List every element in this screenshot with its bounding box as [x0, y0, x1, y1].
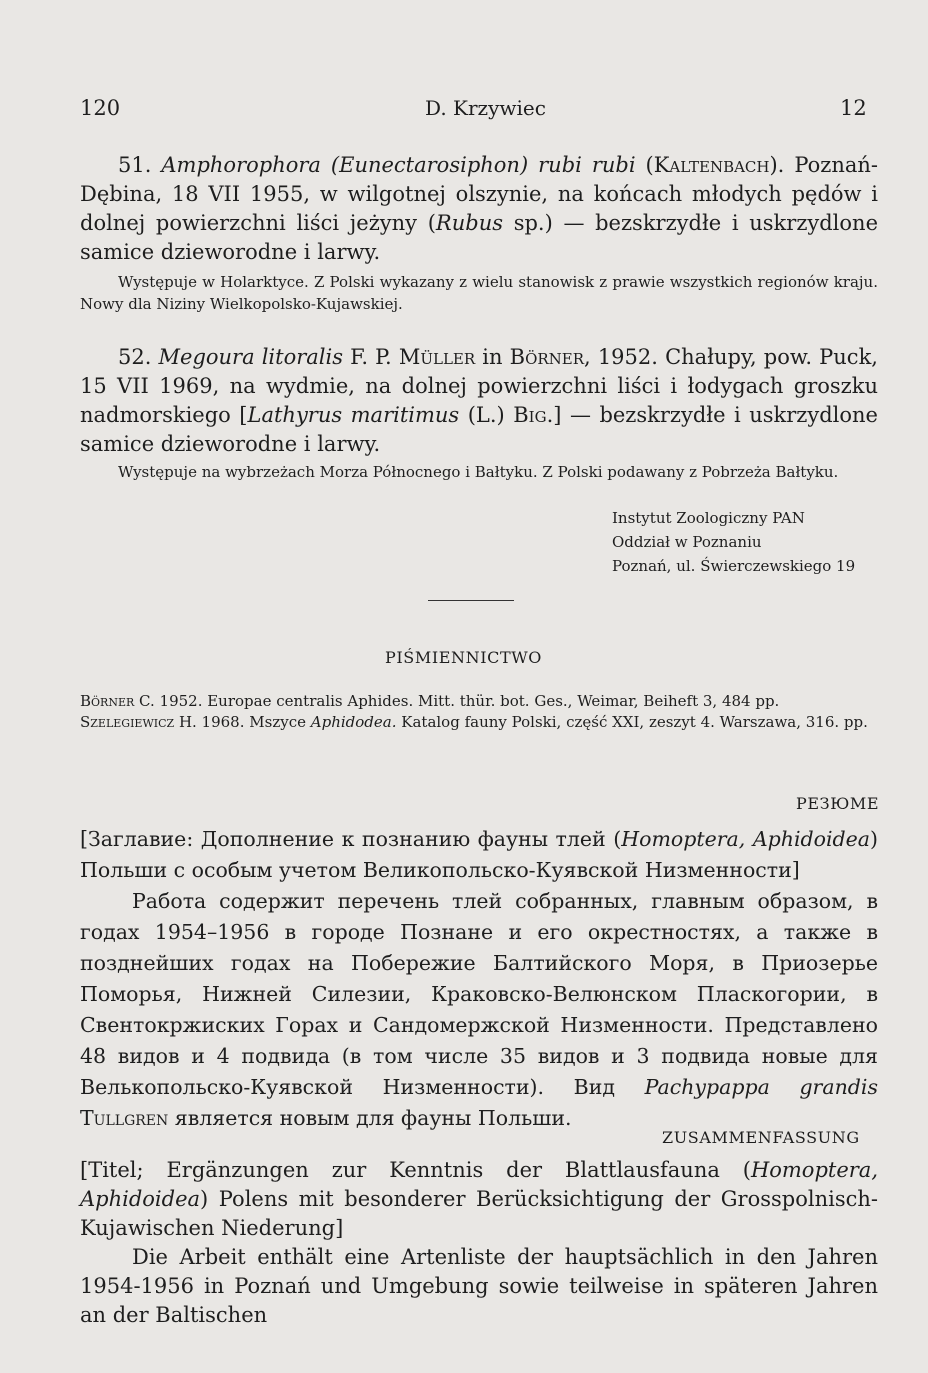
- species-entry-51: [80, 151, 878, 267]
- subgenus-name: (Eunectarosiphon): [330, 153, 529, 177]
- species-entry-52: 52. Megoura litoralis F. P. Müller in Börner, 1952. Chałupy, pow. Puck, 15 VII 1969, na wydmie, na dolnej powierzchni liści i łodygach groszku nadmorskiego [Lathyrus maritimus (L.) Big.] — bezskrzydłe i uskrzydlone samice dzieworodne i larwy.: [80, 345, 878, 456]
- zusammenfassung-paragraph: Die Arbeit enthält eine Artenliste der hauptsächlich in den Jahren 1954-1956 in Poznań und Umgebung sowie teilweise in späteren Jahren an der Baltischen: [80, 1245, 878, 1327]
- resume-heading: РЕЗЮМЕ: [796, 794, 880, 813]
- distribution-note-51: Występuje w Holarktyce. Z Polski wykazany z wielu stanowisk z prawie wszystkich regionów kraju. Nowy dla Niziny Wielkopolsko-Kujawskiej.: [80, 273, 878, 313]
- section-divider: [428, 600, 514, 601]
- zusammenfassung-body: [80, 1156, 878, 1330]
- resume-title-paragraph: [Заглавие: Дополнение к познанию фауны тлей (Homoptera, Aphidoidea) Польши с особым учетом Великопольско-Куявской Низменности]: [80, 827, 878, 882]
- resume-paragraph: Работа содержит перечень тлей собранных, главным образом, в годах 1954–1956 в городе Познане и его окрестностях, а также в позднейших годах на Побережие Балтийского Моря, в Приозерье Поморья, Нижней Силезии, Краковско-Велюнском Пласкогории, в Свентокржиских Горах и Сандомержской Низменности. Представлено 48 видов и 4 подвида (в том числе 35 видов и 3 подвида новые для Велькопольско-Куявской Низменности). Вид Pachypappa grandis Tullgren является новым для фауны Польши.: [80, 889, 878, 1130]
- reference-item: Börner C. 1952. Europae centralis Aphides. Mitt. thür. bot. Ges., Weimar, Beiheft 3, 484 pp.: [80, 692, 780, 710]
- entry-text: ] — bezskrzydłe i uskrzydlone samice dzieworodne i larwy.: [80, 403, 878, 456]
- species-name: Megoura litoralis: [158, 345, 343, 369]
- host-plant: Lathyrus maritimus: [247, 403, 460, 427]
- species-author: F. P.: [350, 345, 392, 369]
- entry-text: Chałupy, pow. Puck, 15 VII 1969, na wydmie, na dolnej powierzchni liści i łodygach groszku nadmorskiego [: [80, 345, 878, 427]
- entry-number: 51.: [118, 153, 152, 177]
- genus-name: Amphorophora: [161, 153, 321, 177]
- resume-body: [80, 824, 878, 1134]
- entry-text: sp.) — bezskrzydłe i uskrzydlone samice dzieworodne i larwy.: [80, 211, 878, 264]
- distribution-note-52: Występuje na wybrzeżach Morza Północnego i Bałtyku. Z Polski podawany z Pobrzeża Bałtyku.: [118, 463, 839, 481]
- page-number: 120: [80, 96, 121, 120]
- address-line: Instytut Zoologiczny PAN: [612, 509, 805, 527]
- entry-number: 52.: [118, 345, 152, 369]
- species-author: (Kaltenbach).: [645, 153, 785, 177]
- running-header-author: D. Krzywiec: [425, 96, 546, 120]
- address-line: Oddział w Poznaniu: [612, 533, 762, 551]
- species-name: rubi rubi: [538, 153, 636, 177]
- references-heading: PIŚMIENNICTWO: [385, 648, 543, 667]
- address-line: Poznań, ul. Świerczewskiego 19: [612, 557, 856, 575]
- zusammenfassung-title-paragraph: [Titel; Ergänzungen zur Kenntnis der Blattlausfauna (Homoptera, Aphidoidea) Polens mit besonderer Berücksichtigung der Grosspolnisch-Kujawischen Niederung]: [80, 1158, 878, 1240]
- reference-item: Szelegiewicz H. 1968. Mszyce Aphidodea. Katalog fauny Polski, część XXI, zeszyt 4. Warszawa, 316. pp.: [80, 713, 868, 731]
- host-plant: Rubus: [435, 211, 504, 235]
- author-address: [612, 506, 902, 578]
- entry-text: Poznań-Dębina, 18 VII 1955, w wilgotnej olszynie, na końcach młodych pędów i dolnej powierzchni liści jeżyny (: [80, 153, 879, 235]
- issue-number: 12: [840, 96, 867, 120]
- zusammenfassung-heading: ZUSAMMENFASSUNG: [662, 1128, 860, 1147]
